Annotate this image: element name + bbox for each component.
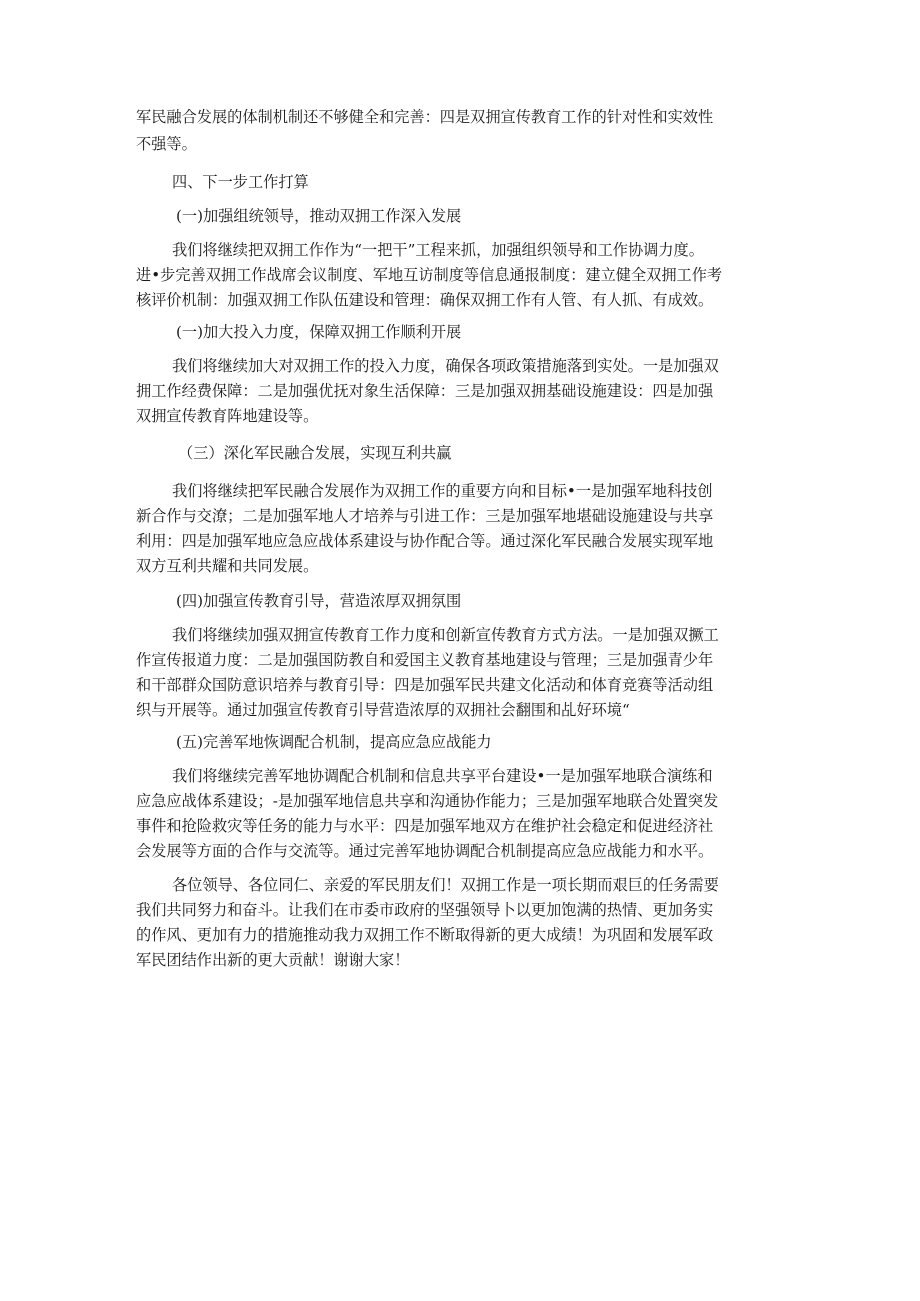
text-line: 利用：四是加强军地应急应战体系建设与协作配合等。通过深化军民融合发展实现军地 [136, 532, 714, 550]
section-heading: 四、下一步工作打算 [172, 173, 309, 191]
text-line: 各位领导、各位同仁、亲爱的军民朋友们！双拥工作是一项长期而艰巨的任务需要 [172, 876, 719, 894]
text-line: 军民融合发展的体制机制还不够健全和完善：四是双拥宣传教育工作的针对性和实效性 [136, 108, 714, 126]
text-line: 我们将继续把双拥工作作为“一把干”工程来抓，加强组织领导和工作协调力度。 [172, 241, 704, 259]
text-line: 核评价机制：加强双拥工作队伍建设和管理：确保双拥工作有人管、有人抓、有成效。 [136, 291, 714, 309]
text-line: 军民团结作出新的更大贡献！谢谢大家！ [136, 951, 410, 969]
text-line: 我们共同努力和奋斗。让我们在市委市政府的坚强领导卜以更加饱满的热情、更加务实 [136, 901, 714, 919]
text-line: 织与开展等。通过加强宣传教育引导营造浓厚的双拥社会翻围和乩好环境“ [136, 701, 630, 719]
text-line: 拥工作经费保障：二是加强优抚对象生活保障：三是加强双拥基础设施建设：四是加强 [136, 382, 714, 400]
subsection-heading: (一)加大投入力度，保障双拥工作顺利开展 [176, 323, 462, 341]
text-line: 双拥宣传教育阵地建设等。 [136, 407, 319, 425]
text-line: 作宣传报道力度：二是加强国防教自和爱国主义教育基地建设与管理；三是加强青少年 [136, 651, 714, 669]
text-line: 事件和抢险救灾等任务的能力与水平：四是加强军地双方在维护社会稳定和促进经济社 [136, 817, 714, 835]
text-line: 和干部群众国防意识培养与教育引导：四是加强军民共建文化活动和体育竞赛等活动组 [136, 676, 714, 694]
text-line: 会发展等方面的合作与交流等。通过完善军地协调配合机制提高应急应战能力和水平。 [136, 842, 714, 860]
text-line: 我们将继续把军民融合发展作为双拥工作的重要方向和目标•一是加强军地科技创 [172, 482, 713, 500]
text-line: 我们将继续加强双拥宣传教育工作力度和创新宣传教育方式方法。一是加强双撅工 [172, 626, 719, 644]
text-line: 我们将继续完善军地协调配合机制和信息共享平台建设•一是加强军地联合演练和 [172, 767, 713, 785]
text-line: 的作风、更加有力的措施推动我力双拥工作不断取得新的更大成绩！为巩固和发展军政 [136, 926, 714, 944]
text-line: 进•步完善双拥工作战席会议制度、军地互访制度等信息通报制度：建立健全双拥工作考 [136, 266, 723, 284]
text-line: 新合作与交潦；二是加强军地人才培养与引进工作：三是加强军地堪础设施建设与共享 [136, 507, 714, 525]
subsection-heading: (一)加强组统领导，推动双拥工作深入发展 [176, 207, 462, 225]
subsection-heading: (四)加强宣传教育引导，营造浓厚双拥氛围 [176, 592, 462, 610]
text-line: 不强等。 [136, 135, 197, 153]
text-line: 我们将继续加大对双拥工作的投入力度，确保各项政策措施落到实处。一是加强双 [172, 357, 719, 375]
text-line: 双方互利共耀和共同发展。 [136, 557, 319, 575]
subsection-heading: (五)完善军地恢调配合机制，提高应急应战能力 [176, 733, 492, 751]
text-line: 应急应战体系建设；-是加强军地信息共享和沟通协作能力；三是加强军地联合处置突发 [136, 792, 719, 810]
subsection-heading: （三）深化军民融合发展，实现互利共赢 [178, 444, 452, 462]
